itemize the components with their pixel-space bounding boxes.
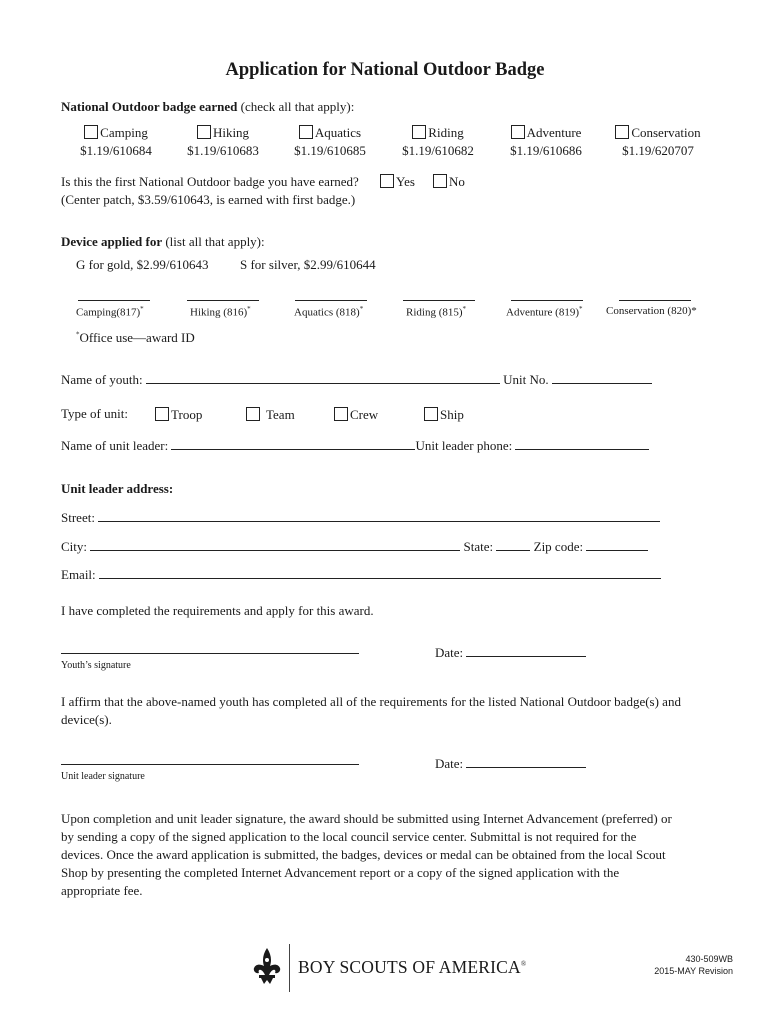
riding-device-field[interactable]	[403, 300, 475, 301]
revision-label: 2015-MAY Revision	[654, 966, 733, 976]
crew-checkbox[interactable]	[334, 407, 348, 421]
zip-label: Zip code:	[533, 539, 584, 554]
badge-name: Conservation	[631, 125, 701, 140]
badge-option-aquatics	[280, 124, 380, 160]
first-badge-yes-option	[380, 174, 415, 190]
badges-earned-label-rest: (check all that apply):	[237, 99, 355, 114]
yes-checkbox[interactable]	[380, 174, 394, 188]
badge-code: $1.19/620707	[622, 143, 694, 158]
yes-label: Yes	[396, 174, 415, 189]
aquatics-device-label	[294, 305, 363, 319]
unit-no-field[interactable]	[552, 371, 652, 384]
leader-signature-field[interactable]	[61, 752, 359, 765]
hiking-device-field[interactable]	[187, 300, 259, 301]
troop-checkbox[interactable]	[155, 407, 169, 421]
no-label: No	[449, 174, 465, 189]
gold-device-info: G for gold, $2.99/610643	[76, 257, 209, 272]
city-row	[61, 538, 648, 555]
email-field[interactable]	[99, 566, 661, 579]
conservation-checkbox[interactable]	[615, 125, 629, 139]
conservation-device-field[interactable]	[619, 300, 691, 301]
youth-name-field[interactable]	[146, 371, 500, 384]
email-label: Email:	[61, 567, 96, 582]
badge-code: $1.19/610682	[402, 143, 474, 158]
adventure-checkbox[interactable]	[511, 125, 525, 139]
leader-date-row	[435, 755, 586, 772]
first-badge-no-option	[433, 174, 465, 190]
badge-code: $1.19/610686	[510, 143, 582, 158]
registered-mark: ®	[520, 960, 527, 969]
center-patch-note: (Center patch, $3.59/610643, is earned with first badge.)	[61, 192, 356, 207]
leader-date-field[interactable]	[466, 755, 586, 768]
unit-type-troop	[155, 407, 202, 423]
badge-option-adventure	[496, 124, 596, 160]
state-label: State:	[463, 539, 494, 554]
date-label: Date:	[435, 645, 464, 660]
badges-earned-label	[61, 99, 354, 115]
asterisk-mark: *	[140, 305, 144, 313]
asterisk-mark: *	[247, 305, 251, 313]
camping-device-label	[76, 305, 144, 319]
camping-checkbox[interactable]	[84, 125, 98, 139]
street-label: Street:	[61, 510, 95, 525]
bsa-name: BOY SCOUTS OF AMERICA	[298, 957, 521, 977]
address-heading: Unit leader address:	[61, 481, 174, 496]
asterisk-mark: *	[76, 330, 80, 339]
unit-type-ship	[424, 407, 464, 423]
office-use-note	[76, 330, 195, 346]
device-label-text: Aquatics (818)	[294, 306, 360, 319]
device-label-text: Hiking (816)	[190, 306, 248, 319]
street-row	[61, 509, 660, 526]
street-field[interactable]	[98, 509, 660, 522]
asterisk-mark: *	[462, 305, 467, 313]
ship-label: Ship	[440, 407, 464, 422]
hiking-device-label	[190, 305, 251, 319]
zip-field[interactable]	[586, 538, 648, 551]
email-row	[61, 566, 661, 583]
badge-option-hiking	[173, 124, 273, 160]
asterisk-mark: *	[359, 305, 364, 313]
silver-device-info: S for silver, $2.99/610644	[240, 257, 376, 272]
youth-name-label: Name of youth:	[61, 372, 143, 387]
hiking-checkbox[interactable]	[197, 125, 211, 139]
bsa-fleur-de-lis-logo	[250, 946, 284, 986]
unit-no-label: Unit No.	[503, 372, 549, 387]
form-title: Application for National Outdoor Badge	[225, 60, 545, 80]
unit-type-team	[246, 407, 295, 423]
device-applied-label	[61, 234, 265, 250]
youth-date-field[interactable]	[466, 644, 586, 657]
asterisk-mark: *	[579, 305, 583, 313]
device-label-text: Camping(817)	[76, 306, 141, 319]
leader-signature-label: Unit leader signature	[61, 771, 145, 782]
office-use-text: Office use—award ID	[79, 330, 195, 345]
date-label: Date:	[435, 756, 464, 771]
aquatics-checkbox[interactable]	[299, 125, 313, 139]
camping-device-field[interactable]	[78, 300, 150, 301]
device-label-text: Adventure (819)	[506, 306, 580, 319]
team-checkbox[interactable]	[246, 407, 260, 421]
riding-checkbox[interactable]	[412, 125, 426, 139]
badges-earned-label-bold: National Outdoor badge earned	[61, 99, 238, 114]
device-applied-label-rest: (list all that apply):	[162, 234, 265, 249]
leader-name-label: Name of unit leader:	[61, 438, 169, 453]
aquatics-device-field[interactable]	[295, 300, 367, 301]
adventure-device-field[interactable]	[511, 300, 583, 301]
device-applied-label-bold: Device applied for	[61, 234, 163, 249]
no-checkbox[interactable]	[433, 174, 447, 188]
badge-option-camping	[66, 124, 166, 160]
device-label-text: Riding (815)	[406, 306, 463, 319]
leader-name-field[interactable]	[171, 437, 415, 450]
youth-statement: I have completed the requirements and apply for this award.	[61, 603, 374, 618]
bsa-wordmark	[298, 957, 526, 978]
badge-code: $1.19/610685	[294, 143, 366, 158]
troop-label: Troop	[171, 407, 203, 422]
asterisk-mark: *	[691, 305, 697, 317]
crew-label: Crew	[350, 407, 379, 422]
youth-date-row	[435, 644, 586, 661]
city-field[interactable]	[90, 538, 460, 551]
badge-code: $1.19/610683	[187, 143, 259, 158]
badge-name: Hiking	[212, 125, 250, 140]
team-label: Team	[266, 407, 295, 422]
form-number: 430-509WB	[685, 954, 733, 964]
riding-device-label	[406, 305, 466, 319]
unit-type-crew	[334, 407, 378, 423]
youth-signature-label: Youth’s signature	[61, 660, 131, 671]
first-badge-question: Is this the first National Outdoor badge you have earned?	[61, 174, 359, 189]
affirm-statement: I affirm that the above-named youth has completed all of the requirements for the listed National Outdoor badge(s) and device(s).	[61, 694, 681, 727]
conservation-device-label	[606, 305, 697, 317]
badge-option-riding	[388, 124, 488, 160]
badge-name: Camping	[100, 125, 148, 140]
leader-row	[61, 437, 649, 454]
logo-divider	[289, 944, 290, 992]
badge-code: $1.19/610684	[80, 143, 152, 158]
city-label: City:	[61, 539, 88, 554]
badge-name: Riding	[428, 125, 464, 140]
youth-name-row	[61, 371, 652, 388]
leader-phone-label: Unit leader phone:	[415, 438, 513, 453]
leader-phone-field[interactable]	[515, 437, 649, 450]
badge-option-conservation	[603, 124, 713, 160]
youth-signature-field[interactable]	[61, 641, 359, 654]
device-label-text: Conservation (820)	[606, 305, 692, 317]
unit-type-label: Type of unit:	[61, 406, 128, 421]
badge-name: Adventure	[526, 125, 582, 140]
form-number-block	[654, 953, 733, 977]
badge-name: Aquatics	[314, 125, 362, 140]
state-field[interactable]	[496, 538, 530, 551]
ship-checkbox[interactable]	[424, 407, 438, 421]
adventure-device-label	[506, 305, 583, 319]
instructions-paragraph: Upon completion and unit leader signature, the award should be submitted using Internet Advancement (preferred) or by sending a copy of the signed application to the local council service center. Submittal is not required for the devices. Once the award application is submitted, the badges, devices or medal can be obtained from the local Scout Shop by presenting the completed Internet Advancement report or a copy of the signed application with the appropriate fee.	[61, 811, 672, 898]
